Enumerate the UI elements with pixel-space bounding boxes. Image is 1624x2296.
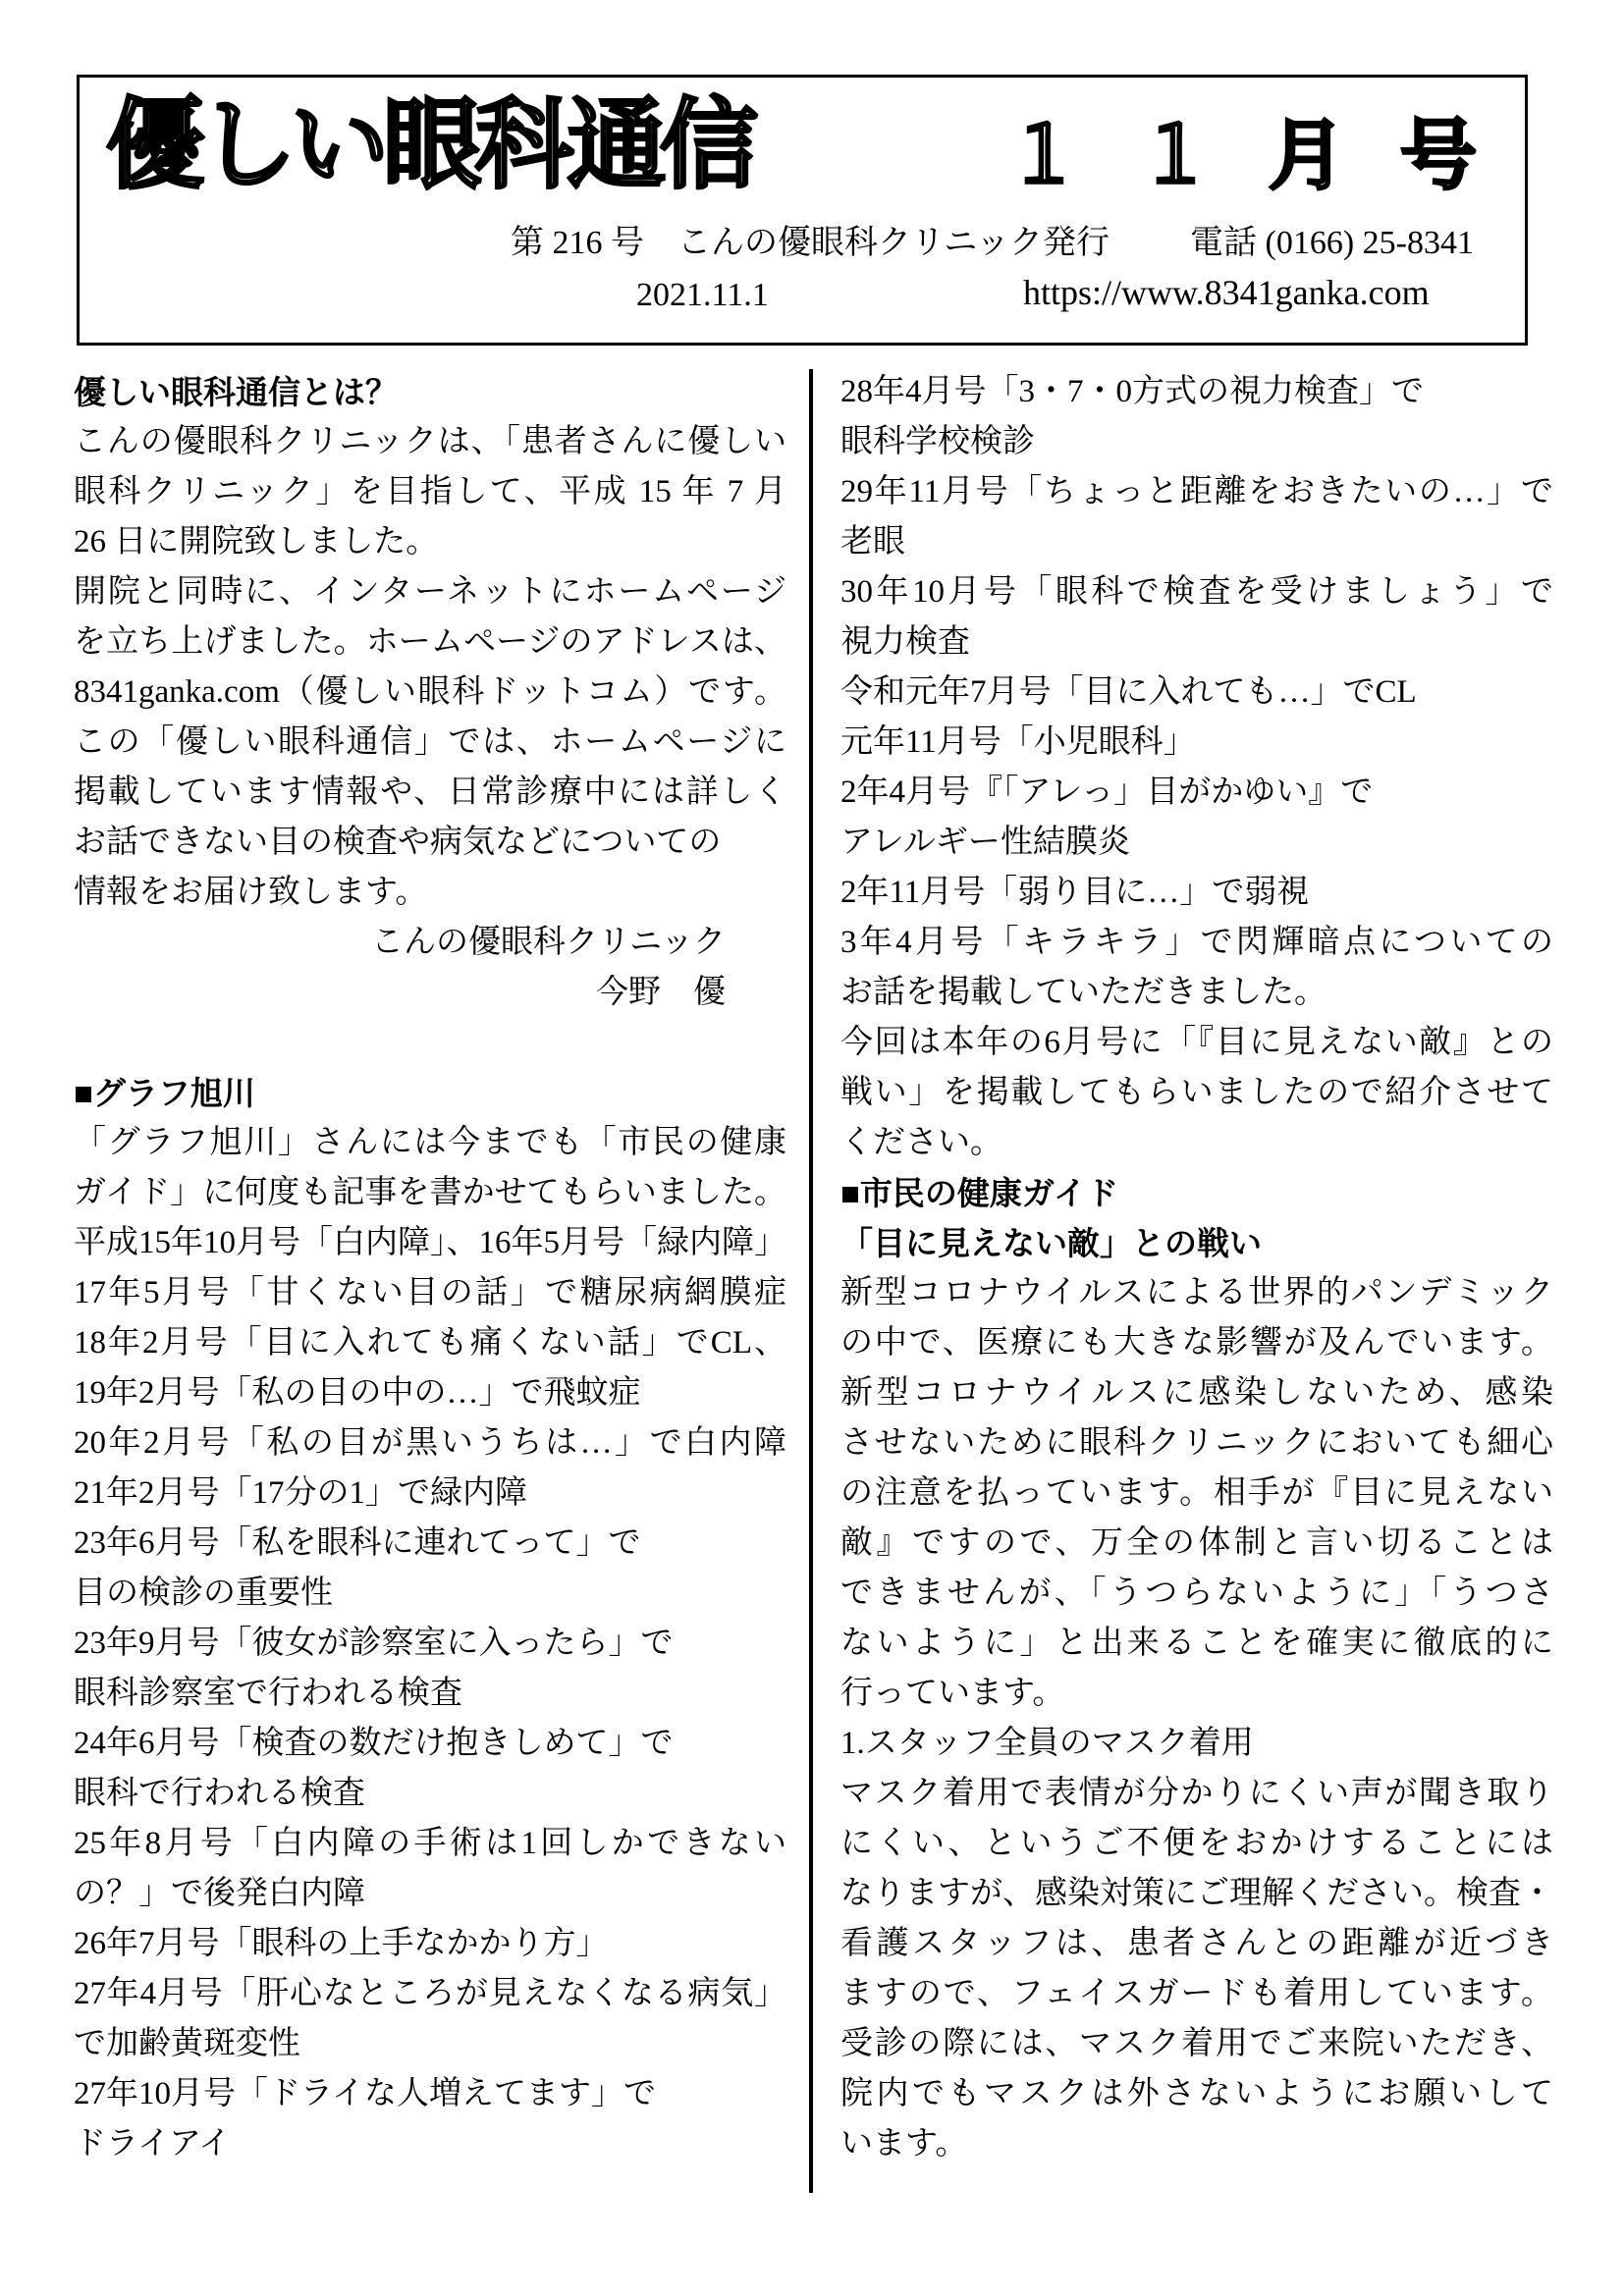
- text-line: 26年7月号「眼科の上手なかかり方」: [74, 1926, 609, 1961]
- left-column: [74, 367, 786, 2169]
- text-line: 23年9月号「彼女が診察室に入ったら」で: [74, 1626, 674, 1661]
- text-line: にくい、というご不便をおかけすることには: [840, 1826, 1553, 1861]
- text-line: 受診の際には、マスク着用でご来院いただき、: [840, 2026, 1553, 2061]
- text-line: ガイド」に何度も記事を書かせてもらいました。: [74, 1175, 786, 1210]
- website-url: https://www.8341ganka.com: [1023, 273, 1430, 312]
- text-line: います。: [840, 2126, 968, 2162]
- text-line: 28年4月号「3・7・0方式の視力検査」で: [840, 374, 1424, 409]
- text-line: こんの優眼科クリニック: [370, 925, 726, 960]
- issue-month-label: １１月号: [1005, 112, 1533, 198]
- text-line: 掲載しています情報や、日常診療中には詳しく: [74, 774, 786, 810]
- text-line: 新型コロナウイルスによる世界的パンデミック: [840, 1275, 1553, 1310]
- text-line: 行っています。: [840, 1676, 1065, 1711]
- text-line: 「グラフ旭川」さんには今までも「市民の健康: [74, 1125, 786, 1160]
- text-line: 情報をお届け致します。: [74, 875, 428, 910]
- text-line: 30年10月号「眼科で検査を受けましょう」で: [840, 574, 1553, 610]
- text-line: 元年11月号「小児眼科」: [840, 724, 1196, 760]
- text-line: 24年6月号「検査の数だけ抱きしめて」で: [74, 1726, 674, 1761]
- text-line: 18年2月号「目に入れても痛くない話」でCL、: [74, 1325, 786, 1361]
- text-line: 優しい眼科通信とは？: [74, 374, 398, 410]
- text-line: こんの優眼科クリニックは、「患者さんに優しい: [74, 424, 786, 459]
- text-line: の中で、医療にも大きな影響が及んでいます。: [840, 1325, 1553, 1361]
- text-line: 戦い」を掲載してもらいましたので紹介させて: [840, 1075, 1553, 1110]
- text-line: の？」で後発白内障: [74, 1876, 365, 1911]
- text-line: 老眼: [840, 524, 905, 560]
- text-line: 目の検診の重要性: [74, 1575, 333, 1611]
- right-column: [840, 367, 1553, 2169]
- text-line: 新型コロナウイルスに感染しないため、感染: [840, 1375, 1553, 1411]
- text-line: 21年2月号「17分の1」で緑内障: [74, 1475, 527, 1511]
- text-line: 8341ganka.com（優しい眼科ドットコム）です。: [74, 674, 786, 710]
- text-line: 「目に見えない敵」との戦い: [840, 1225, 1262, 1261]
- text-line: 27年10月号「ドライな人増えてます」で: [74, 2076, 657, 2111]
- issue-number-publisher-line: 第 216 号 こんの優眼科クリニック発行: [511, 225, 1110, 261]
- phone-number: 電話 (0166) 25-8341: [1190, 225, 1474, 261]
- text-line: お話を掲載していただきました。: [840, 975, 1326, 1010]
- text-line: 17年5月号「甘くない目の話」で糖尿病網膜症: [74, 1275, 786, 1310]
- text-line: 25年8月号「白内障の手術は1回しかできない: [74, 1826, 786, 1861]
- issue-date: 2021.11.1: [636, 277, 769, 313]
- text-line: 27年4月号「肝心なところが見えなくなる病気」: [74, 1976, 786, 2011]
- text-line: 3年4月号「キラキラ」で閃輝暗点についての: [840, 925, 1553, 960]
- text-line: 敵』ですので、万全の体制と言い切ることは: [840, 1525, 1553, 1561]
- text-line: 23年6月号「私を眼科に連れてって」で: [74, 1525, 641, 1561]
- text-line: 20年2月号「私の目が黒いうちは…」で白内障: [74, 1425, 786, 1461]
- text-line: 眼科クリニック」を目指して、平成 15 年 7 月: [74, 474, 786, 509]
- text-line: ないように」と出来ることを確実に徹底的に: [840, 1626, 1554, 1661]
- text-line: 2年4月号『「アレっ」目がかゆい』で: [840, 774, 1374, 810]
- text-line: させないために眼科クリニックにおいても細心: [840, 1425, 1553, 1461]
- text-line: なりますが、感染対策にご理解ください。検査・: [840, 1876, 1553, 1911]
- text-line: の注意を払っています。相手が『目に見えない: [840, 1475, 1553, 1511]
- text-line: 眼科診察室で行われる検査: [74, 1676, 462, 1711]
- text-line: 院内でもマスクは外さないようにお願いして: [840, 2076, 1553, 2111]
- text-line: 26 日に開院致しました。: [74, 524, 439, 560]
- text-line: 令和元年7月号「目に入れても…」でCL: [840, 674, 1417, 710]
- text-line: 今野 優: [596, 975, 726, 1010]
- text-line: 眼科で行われる検査: [74, 1776, 365, 1811]
- text-line: 開院と同時に、インターネットにホームページ: [74, 574, 786, 610]
- text-line: アレルギー性結膜炎: [840, 825, 1130, 860]
- text-line: マスク着用で表情が分かりにくい声が聞き取り: [840, 1776, 1554, 1811]
- text-line: ■グラフ旭川: [74, 1075, 255, 1111]
- text-line: ますので、フェイスガードも着用しています。: [840, 1976, 1553, 2011]
- text-line: 今回は本年の6月号に「『目に見えない敵』との: [840, 1025, 1553, 1060]
- text-line: ドライアイ: [74, 2126, 232, 2162]
- text-line: 2年11月号「弱り目に…」で弱視: [840, 875, 1310, 910]
- text-line: 平成15年10月号「白内障」、16年5月号「緑内障」: [74, 1225, 786, 1260]
- column-divider: [809, 369, 813, 2193]
- text-line: 眼科学校検診: [840, 424, 1035, 459]
- text-line: ■市民の健康ガイド: [840, 1175, 1118, 1211]
- text-line: できませんが、「うつらないように」「うつさ: [840, 1575, 1553, 1611]
- newsletter-title: 優しい眼科通信: [106, 90, 752, 200]
- text-line: 看護スタッフは、患者さんとの距離が近づき: [840, 1926, 1553, 1961]
- text-line: この「優しい眼科通信」では、ホームページに: [74, 724, 786, 760]
- text-line: 1.スタッフ全員のマスク着用: [840, 1726, 1254, 1761]
- text-line: ください。: [840, 1125, 1002, 1160]
- text-line: お話できない目の検査や病気などについての: [74, 825, 722, 860]
- text-line: を立ち上げました。ホームページのアドレスは、: [74, 624, 786, 660]
- text-line: 19年2月号「私の目の中の…」で飛蚊症: [74, 1375, 641, 1411]
- text-line: で加齢黄斑変性: [74, 2026, 300, 2061]
- text-line: 29年11月号「ちょっと距離をおきたいの…」で: [840, 474, 1553, 509]
- text-line: 視力検査: [840, 624, 970, 660]
